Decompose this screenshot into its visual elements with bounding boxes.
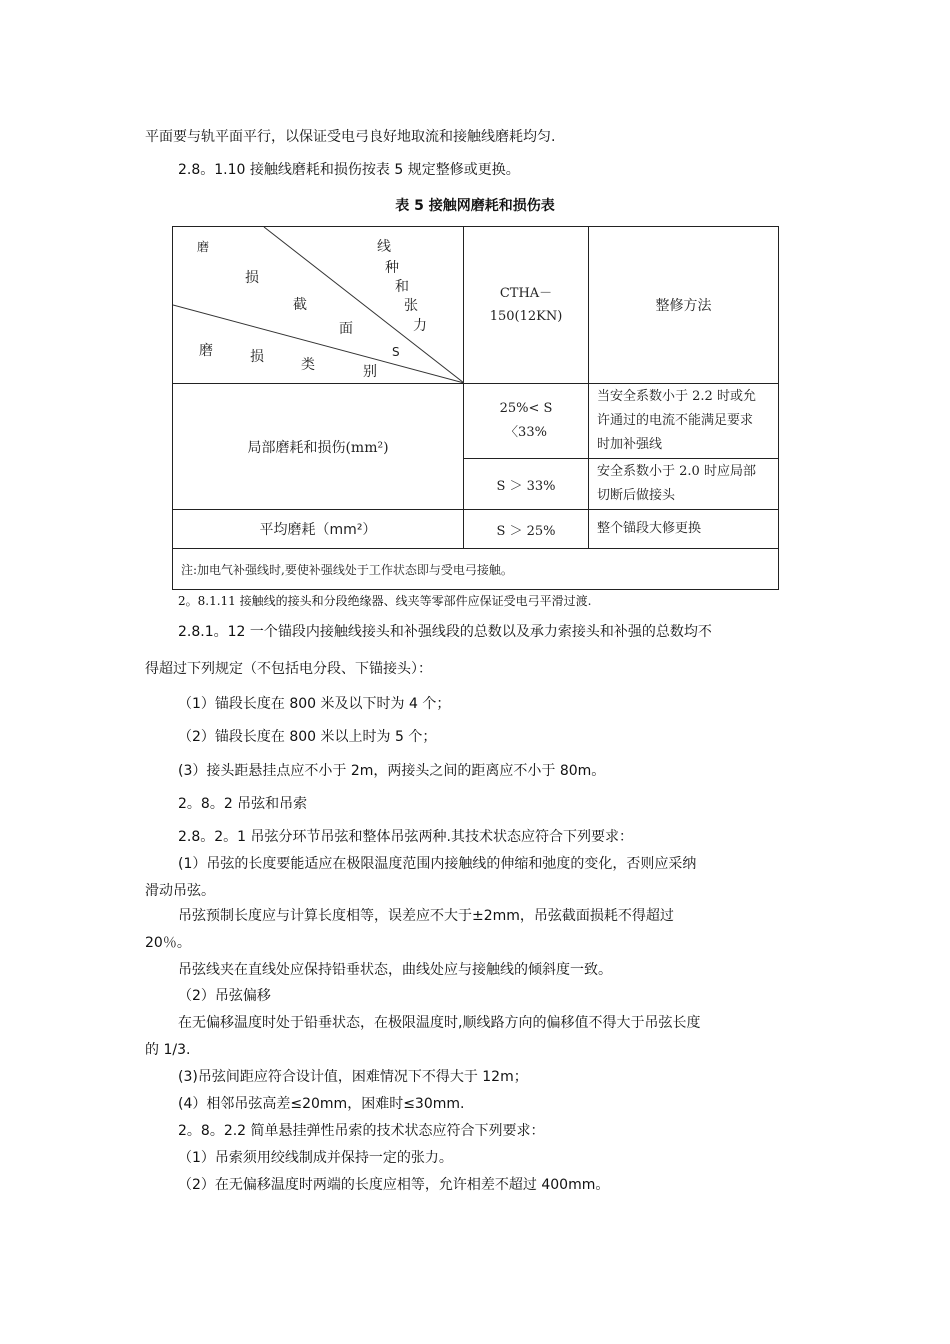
paragraph: 2。8.1.11 接触线的接头和分段绝缘器、线夹等零部件应保证受电弓平滑过渡. bbox=[178, 594, 592, 608]
cell-method-line: 安全系数小于 2.0 时应局部 bbox=[597, 464, 756, 479]
diag-char: 损 bbox=[245, 270, 259, 286]
paragraph: (3）接头距悬挂点应不小于 2m，两接头之间的距离应不小于 80m。 bbox=[178, 763, 606, 779]
cell-range bbox=[464, 384, 589, 459]
paragraph: 2。8。2 吊弦和吊索 bbox=[178, 796, 308, 812]
paragraph: （2）吊弦偏移 bbox=[178, 988, 271, 1004]
paragraph: 2.8。1.10 接触线磨耗和损伤按表 5 规定整修或更换。 bbox=[178, 162, 520, 178]
paragraph: 2.8。2。1 吊弦分环节吊弦和整体吊弦两种.其技术状态应符合下列要求： bbox=[178, 829, 633, 845]
paragraph: (1）吊弦的长度要能适应在极限温度范围内接触线的伸缩和弛度的变化，否则应采纳 bbox=[178, 856, 697, 872]
table-title: 表 5 接触网磨耗和损伤表 bbox=[395, 198, 555, 214]
diag-char: 力 bbox=[413, 318, 427, 334]
diag-char: 截 bbox=[293, 297, 307, 313]
diag-char: 种 bbox=[385, 260, 399, 276]
diag-char: 磨 bbox=[197, 240, 210, 254]
diagonal-header-cell bbox=[173, 227, 464, 384]
paragraph: 20％。 bbox=[145, 935, 191, 951]
paragraph: （1）吊索须用绞线制成并保持一定的张力。 bbox=[178, 1150, 453, 1166]
cell-method bbox=[589, 384, 779, 459]
paragraph: 得超过下列规定（不包括电分段、下锚接头）： bbox=[145, 661, 432, 677]
cell-range-line: 25%< S bbox=[499, 401, 553, 416]
paragraph: 2.8.1。12 一个锚段内接触线接头和补强线段的总数以及承力索接头和补强的总数均不 bbox=[178, 624, 712, 640]
paragraph: （2）锚段长度在 800 米以上时为 5 个； bbox=[178, 729, 437, 745]
paragraph: 的 1/3. bbox=[145, 1042, 191, 1058]
header-type bbox=[464, 227, 589, 384]
diag-char: 别 bbox=[363, 364, 377, 380]
cell-method-line: 许通过的电流不能满足要求 bbox=[597, 413, 754, 428]
row-label-local: 局部磨耗和损伤(mm²) bbox=[173, 384, 464, 510]
diag-char: 面 bbox=[339, 321, 353, 337]
paragraph: （2）在无偏移温度时两端的长度应相等，允许相差不超过 400mm。 bbox=[178, 1177, 610, 1193]
paragraph: 吊弦线夹在直线处应保持铅垂状态，曲线处应与接触线的倾斜度一致。 bbox=[178, 962, 612, 978]
cell-range: S ＞ 33% bbox=[464, 459, 589, 510]
paragraph: 滑动吊弦。 bbox=[145, 883, 215, 899]
diag-char: 和 bbox=[395, 279, 409, 295]
paragraph: (4）相邻吊弦高差≤20mm，困难时≤30mm. bbox=[178, 1096, 465, 1112]
header-method: 整修方法 bbox=[589, 227, 779, 384]
diag-char: 张 bbox=[404, 298, 418, 314]
header-type-line: CTHA－ bbox=[499, 286, 553, 301]
diagonal-lines bbox=[173, 227, 464, 383]
diag-char: 类 bbox=[301, 357, 315, 373]
table-note: 注:加电气补强线时,要使补强线处于工作状态即与受电弓接触。 bbox=[173, 549, 779, 590]
row-label-average: 平均磨耗（mm²） bbox=[173, 510, 464, 549]
paragraph: （1）锚段长度在 800 米及以下时为 4 个； bbox=[178, 696, 451, 712]
cell-range-line: 〈33% bbox=[505, 425, 547, 440]
cell-method-line: 当安全系数小于 2.2 时或允 bbox=[597, 389, 756, 404]
paragraph: 平面要与轨平面平行，以保证受电弓良好地取流和接触线磨耗均匀. bbox=[145, 129, 556, 145]
diag-symbol: S bbox=[392, 345, 400, 359]
paragraph: 在无偏移温度时处于铅垂状态，在极限温度时,顺线路方向的偏移值不得大于吊弦长度 bbox=[178, 1015, 701, 1031]
paragraph: 2。8。2.2 简单悬挂弹性吊索的技术状态应符合下列要求： bbox=[178, 1123, 545, 1139]
wear-table bbox=[172, 226, 779, 590]
cell-method-line: 时加补强线 bbox=[597, 437, 663, 452]
cell-method-line: 切断后做接头 bbox=[597, 488, 676, 503]
diag-char: 磨 bbox=[199, 343, 213, 359]
diag-char: 损 bbox=[250, 349, 264, 365]
cell-range: S ＞ 25% bbox=[464, 510, 589, 549]
cell-method: 整个锚段大修更换 bbox=[589, 510, 779, 549]
paragraph: 吊弦预制长度应与计算长度相等，误差应不大于±2mm，吊弦截面损耗不得超过 bbox=[178, 908, 674, 924]
diag-char: 线 bbox=[377, 239, 391, 255]
header-type-line: 150(12KN) bbox=[489, 309, 563, 324]
paragraph: (3)吊弦间距应符合设计值，困难情况下不得大于 12m； bbox=[178, 1069, 528, 1085]
cell-method bbox=[589, 459, 779, 510]
